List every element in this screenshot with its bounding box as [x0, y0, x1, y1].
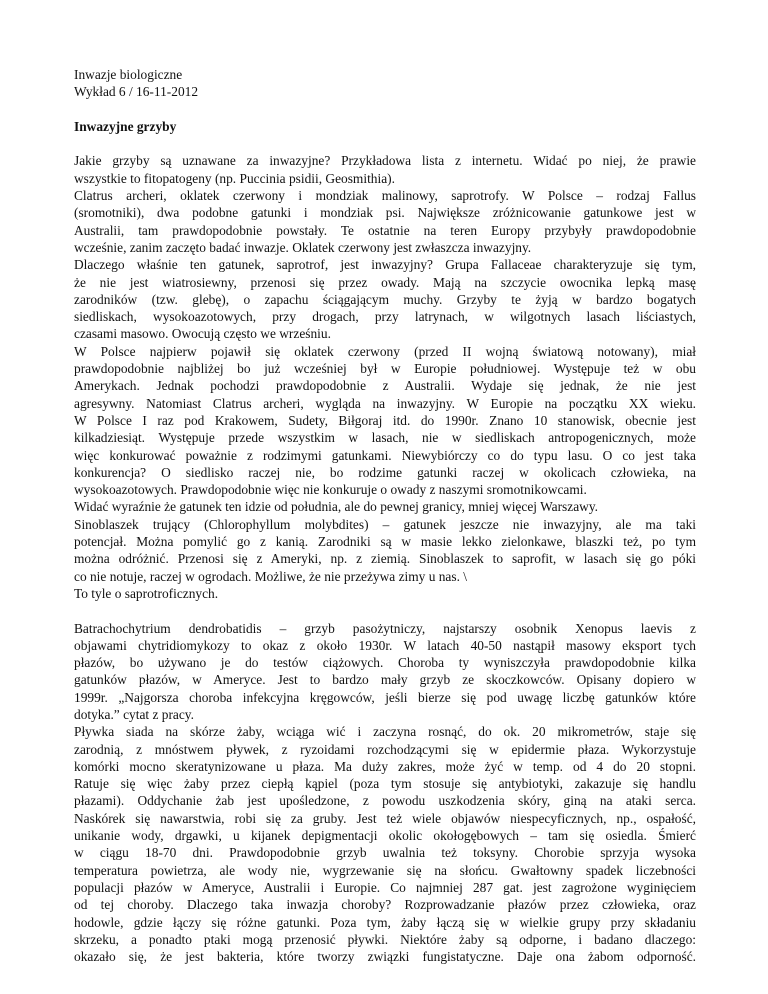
text-line: hodowle, gdzie łączy się różne gatunki. Poza tym, żaby łączą się w wielkie grupy przy składaniu	[74, 914, 696, 930]
text-line: że nie jest wiatrosiewny, przenosi się przez owady. Mają na szczycie owocnika lepką masę	[74, 274, 696, 290]
text-line: od tej choroby. Dlaczego taka inwazja choroby? Rozprowadzanie płazów przez człowieka, oraz	[74, 897, 696, 913]
text-line: 1999r. „Najgorsza choroba infekcyjna kręgowców, jeśli bierze się pod uwagę liczbę gatunków które	[74, 689, 696, 705]
text-line: Batrachochytrium dendrobatidis – grzyb pasożytniczy, najstarszy osobnik Xenopus laevis z	[74, 620, 696, 636]
text-line: płazami). Oddychanie żab jest upośledzone, z powodu uszkodzenia skóry, giną na ataki serca.	[74, 793, 696, 809]
text-line: Sinoblaszek trujący (Chlorophyllum molybdites) – gatunek jeszcze nie inwazyjny, ale ma taki	[74, 516, 696, 532]
text-line: płazów, bo używano je do testów ciążowych. Choroba ty wyniszczyła prawdopodobnie kilka	[74, 655, 696, 671]
text-line: unikanie wody, drgawki, u kijanek depigmentacji okolic okołogębowych – tam się osiedla. Śmierć	[74, 828, 696, 844]
text-line: Naskórek się nawarstwia, robi się za gruby. Jest też wiele objawów niespecyficznych, np., ospałość,	[74, 810, 696, 826]
lecture-subtitle: Wykład 6 / 16-11-2012	[74, 84, 199, 100]
text-line: wysokoazotowych. Prawdopodobnie więc nie konkuruje o owady z naszymi sromotnikowcami.	[74, 482, 587, 498]
text-line: konkurencja? O siedlisko raczej nie, bo rodzime gatunki raczej w okolicach człowieka, na	[74, 464, 696, 480]
text-line: Widać wyraźnie że gatunek ten idzie od południa, ale do pewnej granicy, mniej więcej Warszawy.	[74, 499, 598, 515]
text-line: okazało się, że jest bakteria, które tworzy związki fungistatyczne. Daje ona żabom odporność.	[74, 949, 696, 965]
text-line: gatunków płazów, w Ameryce. Jest to bardzo mały grzyb ze skoczkowców. Opisany dopiero w	[74, 672, 696, 688]
text-line: Ratuje się więc żaby przez ciepłą kąpiel (poza tym stosuje się antybiotyki, zakazuje się handlu	[74, 776, 696, 792]
text-line: Clatrus archeri, oklatek czerwony i mondziak malinowy, saprotrofy. W Polsce – rodzaj Fallus	[74, 188, 696, 204]
text-line: skrzeku, a ponadto ptaki mogą przenosić pływki. Niektóre żaby są odporne, i badano dlaczego:	[74, 931, 696, 947]
text-line: wszystkie to fitopatogeny (np. Puccinia psidii, Geosmithia).	[74, 170, 395, 186]
text-line: siedliskach, wysokoazotowych, przy drogach, przy latrynach, w wilgotnych lasach liściastych,	[74, 309, 696, 325]
text-line: więc konkurować poważnie z rodzimymi gatunkami. Niewybiórczy co do typu lasu. O co jest taka	[74, 447, 696, 463]
text-line: Australii, tam prawdopodobnie powstały. Te ostatnie na teren Europy przybyły prawdopodobnie	[74, 222, 696, 238]
text-line: objawami chytridiomykozy to okaz z około 1930r. W latach 40-50 nastąpił masowy eksport tych	[74, 637, 696, 653]
text-line: Dlaczego właśnie ten gatunek, saprotrof, jest inwazyjny? Grupa Fallaceae charakteryzuje się tym,	[74, 257, 696, 273]
text-line: zarodnią, z mnóstwem pływek, z ryzoidami rozchodzącymi się w epidermie płaza. Wykorzystuje	[74, 741, 696, 757]
text-line: W Polsce najpierw pojawił się oklatek czerwony (przed II wojną światową notowany), miał	[74, 343, 696, 359]
text-line: prawdopodobnie najbliżej bo już wcześniej był w Europie południowej. Występuje też w obu	[74, 361, 696, 377]
spacer	[74, 135, 696, 152]
text-line: Jakie grzyby są uznawane za inwazyjne? Przykładowa lista z internetu. Widać po niej, że prawie	[74, 153, 696, 169]
text-line: czasami masowo. Owocują często we wrześniu.	[74, 326, 331, 342]
paragraph-chytrid	[74, 620, 696, 966]
text-line: Pływka siada na skórze żaby, wciąga wić i zaczyna rosnąć, do ok. 20 mikrometrów, staje się	[74, 724, 696, 740]
text-line: populacji płazów w Ameryce, Australii i Europie. Co najmniej 287 gat. jest zagrożone wyginięciem	[74, 879, 696, 895]
text-line: zarodników (tzw. glebę), o zapachu ściągającym muchy. Grzyby te żyją w bardzo bogatych	[74, 291, 696, 307]
text-line: To tyle o saprotroficznych.	[74, 585, 219, 601]
text-line: temperatura powietrza, ale wody nie, wygrzewanie się na słońcu. Gwałtowny spadek liczebności	[74, 862, 696, 878]
text-line: można odróżnić. Przenosi się z Ameryki, np. z ziemią. Sinoblaszek to saprofit, w lasach się go póki	[74, 551, 696, 567]
text-line: kilkadziesiąt. Występuje przede wszystkim w lasach, nie w siedliskach antropogenicznych, może	[74, 430, 696, 446]
section-heading: Inwazyjne grzyby	[74, 118, 177, 134]
text-line: agresywny. Natomiast Clatrus archeri, wygląda na inwazyjny. W Europie na początku XX wieku.	[74, 395, 696, 411]
text-line: w ciągu 18-70 dni. Prawdopodobnie grzyb uwalnia też toksyny. Chorobie sprzyja wysoka	[74, 845, 696, 861]
text-line: dotyka.” cytat z pracy.	[74, 706, 194, 722]
spacer	[74, 101, 696, 118]
text-line: wcześnie, zanim zaczęto badać inwazje. Oklatek czerwony jest zwłaszcza inwazyjny.	[74, 239, 532, 255]
text-line: potencjał. Można pomylić go z kanią. Zarodniki są w masie lekko zielonkawe, blaszki też, po tym	[74, 534, 696, 550]
spacer	[74, 602, 696, 619]
text-line: Amerykach. Jednak pochodzi prawdopodobnie z Australii. Wydaje się jednak, że nie jest	[74, 378, 696, 394]
lecture-title: Inwazje biologiczne	[74, 67, 183, 82]
text-line: co nie notuje, raczej w ogrodach. Możliwe, że nie przeżywa zimy u nas. \	[74, 568, 468, 584]
text-line: komórki mocno skeratynizowane u płaza. Ma duży zakres, może żyć w temp. od 4 do 20 stopni.	[74, 758, 696, 774]
text-line: (sromotniki), dwa podobne gatunki i mondziak psi. Największe zróżnicowanie gatunkowe jest w	[74, 205, 696, 221]
paragraph-fungi	[74, 152, 696, 602]
text-line: W Polsce I raz pod Krakowem, Sudety, Biłgoraj itd. do 1990r. Znano 10 stanowisk, obecnie jest	[74, 412, 696, 428]
